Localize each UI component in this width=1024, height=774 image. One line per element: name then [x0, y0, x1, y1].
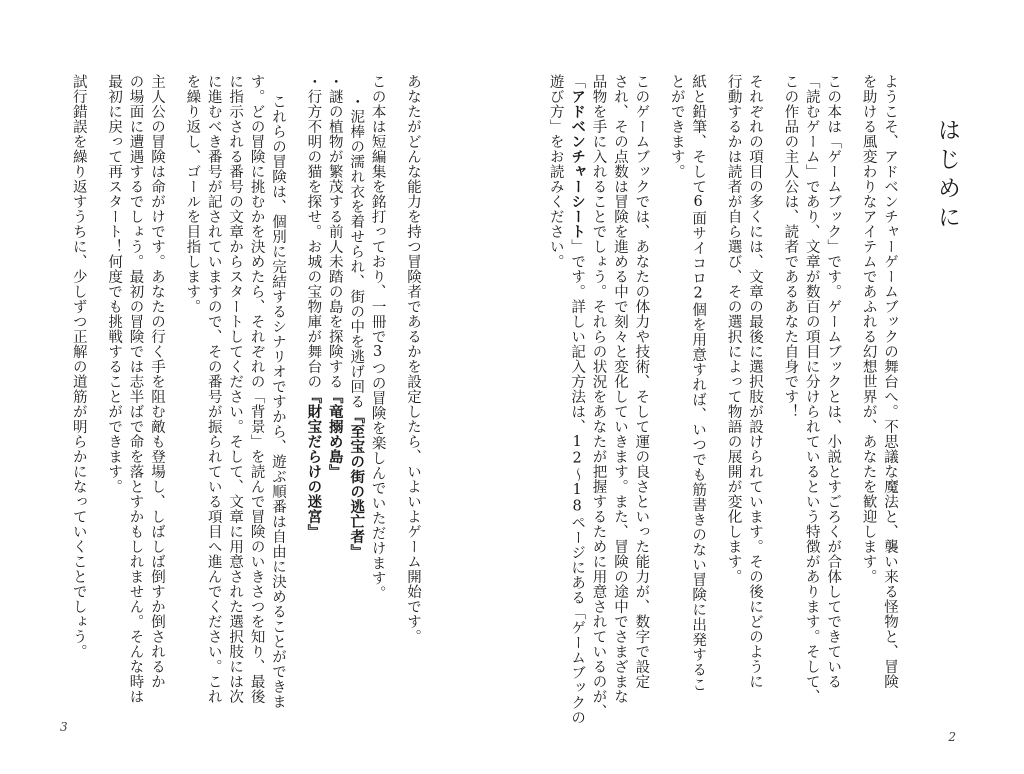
paragraph: 最初に戻って再スタート！何度でも挑戦することができます。	[106, 74, 123, 494]
page-title: はじめに	[934, 118, 960, 234]
paragraph: に進むべき番号が記されていますので、その番号が振られている項目へ進んでください。これ	[205, 74, 222, 704]
scenario-description: ・行方不明の猫を探せ。お城の宝物庫が舞台の	[305, 74, 322, 389]
right-page	[512, 0, 1024, 774]
paragraph: この本は短編集を銘打っており、一冊で3つの冒険を楽しんでいただけます。	[369, 74, 386, 601]
intro-body	[544, 74, 914, 725]
paragraph: の場面に遭遇するでしょう。最初の冒険では志半ばで命を落とすかもしれません。そんな時は	[127, 74, 144, 704]
paragraph: この本は「ゲームブック」です。ゲームブックとは、小説とすごろくが合体してできている	[825, 74, 842, 689]
paragraph: され、その点数は冒険を進める中で刻々と変化していきます。また、冒険の途中でさまざまな	[611, 74, 628, 704]
adventure-sheet-term: アドベンチャーシート	[569, 89, 586, 239]
scenario-description: ・泥棒の濡れ衣を着せられ、街の中を逃げ回る	[348, 94, 365, 409]
paragraph: を助ける風変わりなアイテムであふれる幻想世界が、あなたを歓迎します。	[860, 74, 877, 584]
scenario-list-item	[323, 74, 344, 714]
scenario-list-item	[345, 94, 366, 714]
page-number: 2	[948, 730, 956, 744]
paragraph: とができます。	[668, 74, 685, 179]
paragraph: ようこそ、アドベンチャーゲームブックの舞台へ。不思議な魔法と、襲い来る怪物と、冒険	[882, 74, 898, 689]
paragraph: 「読むゲーム」であり、文章が数百の項目に分けられているという特徴があります。そして、	[803, 74, 820, 704]
page-number: 3	[60, 720, 68, 734]
paragraph: それぞれの項目の多くには、文章の最後に選択肢が設けられています。その後にどのように	[746, 74, 763, 689]
paragraph: 「アドベンチャーシート」です。詳しい記入方法は、12〜18ページにある「ゲームブックの	[569, 74, 586, 725]
paragraph: す。どの冒険に挑むかを決めたら、それぞれの「背景」を読んで冒険のいきさつを知り、最後	[248, 74, 265, 704]
paragraph: 行動するかは読者が自ら選び、その選択によって物語の展開が変化します。	[725, 74, 742, 584]
paragraph-tail: 」です。詳しい記入方法は、12〜18ページにある「ゲームブックの	[569, 239, 586, 725]
scenario-body	[67, 74, 437, 714]
paragraph: これらの冒険は、個別に完結するシナリオですから、遊ぶ順番は自由に決めることができま	[269, 94, 286, 709]
paragraph: このゲームブックでは、あなたの体力や技術、そして運の良さといった能力が、数字で設定	[633, 74, 650, 689]
paragraph: に指示される番号の文章からスタートしてください。そして、文章に用意された選択肢には次	[227, 74, 244, 704]
paragraph: を繰り返し、ゴールを目指します。	[184, 74, 201, 314]
scenario-list-item	[302, 74, 323, 714]
paragraph: 紙と鉛筆、そして6面サイコロ2個を用意すれば、いつでも筋書きのない冒険に出発するこ	[690, 74, 707, 692]
paragraph: あなたがどんな能力を持つ冒険者であるかを設定したら、いよいよゲーム開始です。	[405, 74, 421, 644]
paragraph: 遊び方」をお読みください。	[547, 74, 564, 269]
paragraph: この作品の主人公は、読者であるあなた自身です！	[782, 74, 799, 419]
paragraph: 主人公の冒険は命がけです。あなたの行く手を阻む敵も登場し、しばしば倒すか倒されるか	[148, 74, 165, 689]
paragraph: 試行錯誤を繰り返すうちに、少しずつ正解の道筋が明らかになっていくことでしょう。	[70, 74, 87, 659]
scenario-description: ・謎の植物が繁茂する前人未踏の島を探険する	[326, 74, 343, 389]
scenario-title: 『財宝だらけの迷宮』	[305, 389, 322, 539]
paragraph: 品物を手に入れることでしょう。それらの状況をあなたが把握するために用意されているのが、	[590, 74, 607, 719]
scenario-title: 『竜搦め島』	[326, 389, 343, 479]
scenario-title: 『至宝の街の逃亡者』	[348, 409, 365, 559]
